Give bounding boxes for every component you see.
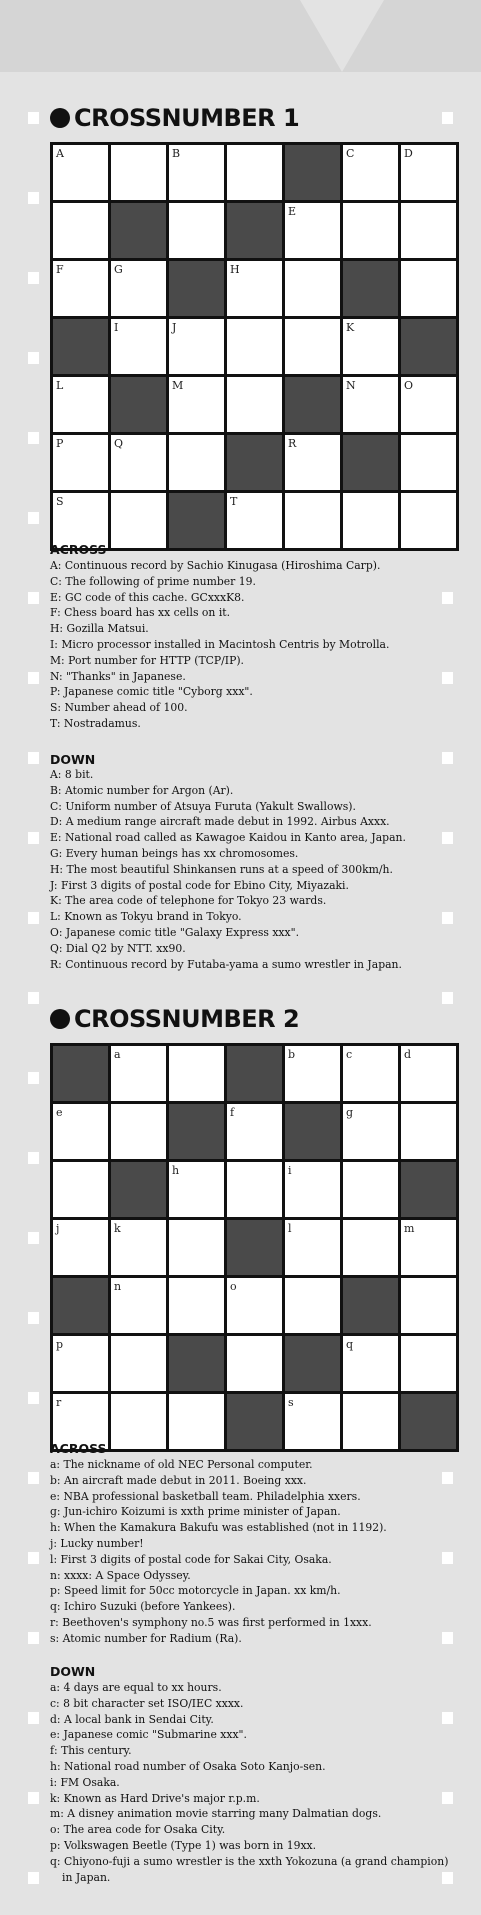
clue-number-label: j [56, 1222, 60, 1235]
clue-number-label: L [56, 379, 64, 392]
puzzle-2-across-heading: ACROSS [50, 1441, 107, 1456]
grid-cell-black [401, 319, 456, 374]
clue-number-label: i [288, 1164, 292, 1177]
puzzle-1-title-text: CROSSNUMBER 1 [74, 104, 300, 132]
grid-cell-black [401, 1162, 456, 1217]
down-clue: k: Known as Hard Drive's major r.p.m. [50, 1791, 260, 1805]
grid-cell[interactable] [401, 377, 456, 432]
grid-cell[interactable] [169, 1046, 224, 1101]
clue-number-label: o [230, 1280, 237, 1293]
clue-number-label: P [56, 437, 64, 450]
perforation-tab [28, 1872, 39, 1884]
down-clue: a: 4 days are equal to xx hours. [50, 1681, 222, 1694]
grid-cell[interactable] [401, 145, 456, 200]
grid-cell[interactable] [111, 1278, 166, 1333]
across-clue: S: Number ahead of 100. [50, 701, 188, 715]
grid-cell-black [343, 435, 398, 490]
grid-cell[interactable] [285, 319, 340, 374]
down-clue: C: Uniform number of Atsuya Furuta (Yakult Swallows). [50, 799, 356, 813]
clue-number-label: G [114, 263, 123, 276]
down-clue: m: A disney animation movie starring many Dalmatian dogs. [50, 1807, 382, 1821]
grid-cell[interactable] [401, 1278, 456, 1333]
clue-number-label: R [288, 437, 297, 450]
grid-cell[interactable] [227, 1278, 282, 1333]
grid-cell[interactable] [53, 1220, 108, 1275]
perforation-tab [442, 992, 453, 1004]
across-clue: h: When the Kamakura Bakufu was established (not in 1192). [50, 1521, 387, 1535]
clue-number-label: l [288, 1222, 292, 1235]
perforation-tab [28, 112, 39, 124]
crossnumber-2-grid [50, 1043, 459, 1452]
puzzle-1-title [50, 104, 299, 132]
grid-cell[interactable] [53, 1336, 108, 1391]
down-clue: J: First 3 digits of postal code for Ebino City, Miyazaki. [50, 878, 349, 892]
across-clue: F: Chess board has xx cells on it. [50, 606, 231, 620]
grid-cell[interactable] [285, 435, 340, 490]
grid-cell[interactable] [53, 203, 108, 258]
grid-cell-black [227, 1220, 282, 1275]
grid-cell[interactable] [53, 1162, 108, 1217]
clue-number-label: T [230, 495, 238, 508]
across-clue: p: Speed limit for 50cc motorcycle in Japan. xx km/h. [50, 1584, 341, 1598]
grid-cell-black [285, 145, 340, 200]
grid-cell-black [285, 377, 340, 432]
clue-number-label: d [404, 1048, 412, 1061]
perforation-tab [28, 352, 39, 364]
grid-cell-black [343, 261, 398, 316]
puzzle-1-down-heading: DOWN [50, 752, 96, 767]
across-clue: r: Beethoven's symphony no.5 was first performed in 1xxx. [50, 1615, 372, 1629]
clue-number-label: A [56, 147, 64, 160]
clue-number-label: n [114, 1280, 122, 1293]
grid-cell[interactable] [285, 493, 340, 548]
across-clue: n: xxxx: A Space Odyssey. [50, 1568, 191, 1582]
grid-cell[interactable] [111, 1336, 166, 1391]
clue-number-label: e [56, 1106, 63, 1119]
perforation-tab [442, 112, 453, 124]
grid-cell[interactable] [401, 261, 456, 316]
grid-cell[interactable] [227, 261, 282, 316]
grid-cell-black [227, 435, 282, 490]
grid-cell[interactable] [343, 1220, 398, 1275]
down-clue: A: 8 bit. [50, 768, 94, 781]
down-clue: f: This century. [50, 1744, 132, 1758]
across-clue: q: Ichiro Suzuki (before Yankees). [50, 1600, 236, 1614]
grid-cell-black [111, 203, 166, 258]
perforation-tab [28, 192, 39, 204]
down-clue: R: Continuous record by Futaba-yama a sumo wrestler in Japan. [50, 957, 402, 971]
perforation-tab [28, 992, 39, 1004]
down-clue: d: A local bank in Sendai City. [50, 1712, 214, 1726]
grid-cell[interactable] [53, 1104, 108, 1159]
grid-cell[interactable] [227, 1162, 282, 1217]
perforation-tab [28, 1552, 39, 1564]
down-clue: i: FM Osaka. [50, 1775, 120, 1789]
clue-number-label: J [172, 321, 177, 334]
grid-cell-black [169, 1104, 224, 1159]
grid-cell[interactable] [169, 1278, 224, 1333]
top-wedge-decoration [300, 0, 384, 72]
clue-number-label: S [56, 495, 64, 508]
perforation-tab [442, 752, 453, 764]
grid-cell[interactable] [285, 1162, 340, 1217]
clue-number-label: c [346, 1048, 353, 1061]
across-clue: g: Jun-ichiro Koizumi is xxth prime minister of Japan. [50, 1505, 341, 1519]
grid-cell[interactable] [53, 261, 108, 316]
clue-number-label: O [404, 379, 414, 392]
perforation-tab [28, 432, 39, 444]
clue-number-label: Q [114, 437, 124, 450]
grid-cell[interactable] [111, 261, 166, 316]
grid-cell[interactable] [285, 1278, 340, 1333]
grid-cell[interactable] [169, 1162, 224, 1217]
clue-number-label: C [346, 147, 355, 160]
clue-number-label: I [114, 321, 119, 334]
grid-cell-black [53, 319, 108, 374]
grid-cell[interactable] [111, 1394, 166, 1449]
grid-cell[interactable] [285, 203, 340, 258]
across-clue: a: The nickname of old NEC Personal computer. [50, 1458, 313, 1471]
grid-cell[interactable] [343, 203, 398, 258]
perforation-tab [28, 512, 39, 524]
grid-cell[interactable] [343, 1104, 398, 1159]
grid-cell-black [227, 1046, 282, 1101]
perforation-tab [28, 1632, 39, 1644]
grid-cell[interactable] [111, 1220, 166, 1275]
across-clue: C: The following of prime number 19. [50, 574, 256, 588]
down-clue: O: Japanese comic title "Galaxy Express xxx". [50, 925, 300, 939]
down-clue: H: The most beautiful Shinkansen runs at a speed of 300km/h. [50, 862, 393, 876]
grid-cell-black [343, 1278, 398, 1333]
clue-number-label: K [346, 321, 355, 334]
puzzle-2-down-clues [50, 1680, 450, 1885]
perforation-tab [28, 1072, 39, 1084]
clue-number-label: D [404, 147, 413, 160]
grid-cell[interactable] [53, 145, 108, 200]
puzzle-1-across-clues [50, 558, 450, 732]
across-clue: e: NBA professional basketball team. Philadelphia xxers. [50, 1489, 361, 1503]
grid-cell[interactable] [401, 1104, 456, 1159]
grid-cell[interactable] [227, 1104, 282, 1159]
puzzle-1-across-heading: ACROSS [50, 542, 107, 557]
down-clue: q: Chiyono-fuji a sumo wrestler is the xxth Yokozuna (a grand champion) in Japan. [50, 1854, 449, 1884]
grid-cell[interactable] [227, 377, 282, 432]
perforation-tab [28, 1312, 39, 1324]
clue-number-label: M [172, 379, 184, 392]
clue-number-label: a [114, 1048, 121, 1061]
puzzle-2-title-text: CROSSNUMBER 2 [74, 1005, 300, 1033]
across-clue: T: Nostradamus. [50, 716, 141, 730]
clue-number-label: k [114, 1222, 121, 1235]
grid-cell[interactable] [285, 261, 340, 316]
clue-number-label: N [346, 379, 356, 392]
puzzle-1-down-clues [50, 767, 450, 972]
perforation-tab [28, 1392, 39, 1404]
grid-cell-black [53, 1278, 108, 1333]
clue-number-label: p [56, 1338, 64, 1351]
grid-cell[interactable] [169, 435, 224, 490]
grid-cell[interactable] [169, 1394, 224, 1449]
grid-cell-black [111, 1162, 166, 1217]
grid-cell[interactable] [343, 1394, 398, 1449]
grid-cell[interactable] [169, 145, 224, 200]
grid-cell-black [169, 261, 224, 316]
grid-cell[interactable] [169, 203, 224, 258]
bullet-dot-icon [50, 108, 70, 128]
grid-cell-black [169, 1336, 224, 1391]
perforation-tab [28, 832, 39, 844]
perforation-tab [28, 752, 39, 764]
across-clue: s: Atomic number for Radium (Ra). [50, 1631, 242, 1645]
grid-cell[interactable] [111, 319, 166, 374]
across-clue: H: Gozilla Matsui. [50, 622, 149, 636]
grid-cell[interactable] [343, 493, 398, 548]
clue-number-label: B [172, 147, 181, 160]
down-clue: G: Every human beings has xx chromosomes. [50, 846, 299, 860]
grid-cell-black [401, 1394, 456, 1449]
clue-number-label: r [56, 1396, 62, 1409]
down-clue: E: National road called as Kawagoe Kaidou in Kanto area, Japan. [50, 831, 406, 845]
grid-cell[interactable] [111, 1046, 166, 1101]
across-clue: M: Port number for HTTP (TCP/IP). [50, 653, 244, 667]
across-clue: I: Micro processor installed in Macintosh Centris by Motrolla. [50, 637, 390, 651]
down-clue: L: Known as Tokyu brand in Tokyo. [50, 910, 242, 924]
grid-cell[interactable] [401, 203, 456, 258]
grid-cell[interactable] [343, 377, 398, 432]
across-clue: A: Continuous record by Sachio Kinugasa (Hiroshima Carp). [50, 559, 381, 572]
grid-cell[interactable] [169, 1220, 224, 1275]
grid-cell[interactable] [343, 319, 398, 374]
down-clue: c: 8 bit character set ISO/IEC xxxx. [50, 1696, 244, 1710]
grid-cell[interactable] [343, 145, 398, 200]
grid-cell[interactable] [285, 1394, 340, 1449]
grid-cell-black [227, 1394, 282, 1449]
grid-cell-black [53, 1046, 108, 1101]
clue-number-label: H [230, 263, 240, 276]
grid-cell[interactable] [111, 145, 166, 200]
across-clue: j: Lucky number! [50, 1536, 144, 1550]
grid-cell[interactable] [285, 1220, 340, 1275]
grid-cell[interactable] [401, 493, 456, 548]
across-clue: P: Japanese comic title "Cyborg xxx". [50, 685, 253, 699]
crossnumber-1-grid [50, 142, 459, 551]
grid-cell-black [227, 203, 282, 258]
down-clue: Q: Dial Q2 by NTT. xx90. [50, 941, 186, 955]
perforation-tab [28, 1792, 39, 1804]
perforation-tab [28, 272, 39, 284]
down-clue: h: National road number of Osaka Soto Kanjo-sen. [50, 1759, 326, 1773]
perforation-tab [28, 592, 39, 604]
grid-cell-black [169, 493, 224, 548]
grid-cell[interactable] [285, 1046, 340, 1101]
clue-number-label: g [346, 1106, 354, 1119]
perforation-tab [28, 1472, 39, 1484]
grid-cell[interactable] [401, 1220, 456, 1275]
clue-number-label: m [404, 1222, 415, 1235]
grid-cell-black [285, 1104, 340, 1159]
grid-cell[interactable] [227, 319, 282, 374]
clue-number-label: h [172, 1164, 180, 1177]
grid-cell[interactable] [111, 1104, 166, 1159]
across-clue: E: GC code of this cache. GCxxxK8. [50, 590, 245, 604]
clue-number-label: s [288, 1396, 294, 1409]
down-clue: p: Volkswagen Beetle (Type 1) was born in 19xx. [50, 1838, 317, 1852]
clue-number-label: q [346, 1338, 354, 1351]
grid-cell[interactable] [169, 319, 224, 374]
grid-cell[interactable] [401, 1046, 456, 1101]
clue-number-label: b [288, 1048, 296, 1061]
perforation-tab [28, 672, 39, 684]
perforation-tab [28, 1232, 39, 1244]
grid-cell[interactable] [343, 1162, 398, 1217]
down-clue: e: Japanese comic "Submarine xxx". [50, 1728, 247, 1742]
top-band [0, 0, 481, 72]
down-clue: K: The area code of telephone for Tokyo 23 wards. [50, 894, 327, 908]
grid-cell[interactable] [227, 145, 282, 200]
bullet-dot-icon [50, 1009, 70, 1029]
across-clue: l: First 3 digits of postal code for Sakai City, Osaka. [50, 1552, 332, 1566]
grid-cell[interactable] [401, 1336, 456, 1391]
grid-cell[interactable] [343, 1046, 398, 1101]
grid-cell[interactable] [53, 493, 108, 548]
grid-cell[interactable] [343, 1336, 398, 1391]
perforation-tab [28, 1152, 39, 1164]
perforation-tab [28, 1712, 39, 1724]
grid-cell[interactable] [53, 377, 108, 432]
clue-number-label: E [288, 205, 297, 218]
grid-cell[interactable] [169, 377, 224, 432]
grid-cell[interactable] [227, 1336, 282, 1391]
grid-cell[interactable] [111, 493, 166, 548]
grid-cell-black [111, 377, 166, 432]
puzzle-2-down-heading: DOWN [50, 1664, 96, 1679]
down-clue: o: The area code for Osaka City. [50, 1823, 226, 1837]
clue-number-label: f [230, 1106, 235, 1119]
down-clue: D: A medium range aircraft made debut in 1992. Airbus Axxx. [50, 815, 390, 829]
down-clue: B: Atomic number for Argon (Ar). [50, 783, 234, 797]
grid-cell-black [285, 1336, 340, 1391]
across-clue: b: An aircraft made debut in 2011. Boeing xxx. [50, 1473, 307, 1487]
grid-cell[interactable] [111, 435, 166, 490]
puzzle-2-title [50, 1005, 299, 1033]
clue-number-label: F [56, 263, 64, 276]
puzzle-2-across-clues [50, 1457, 450, 1647]
across-clue: N: "Thanks" in Japanese. [50, 669, 186, 683]
grid-cell[interactable] [227, 493, 282, 548]
grid-cell[interactable] [53, 435, 108, 490]
grid-cell[interactable] [401, 435, 456, 490]
perforation-tab [28, 912, 39, 924]
